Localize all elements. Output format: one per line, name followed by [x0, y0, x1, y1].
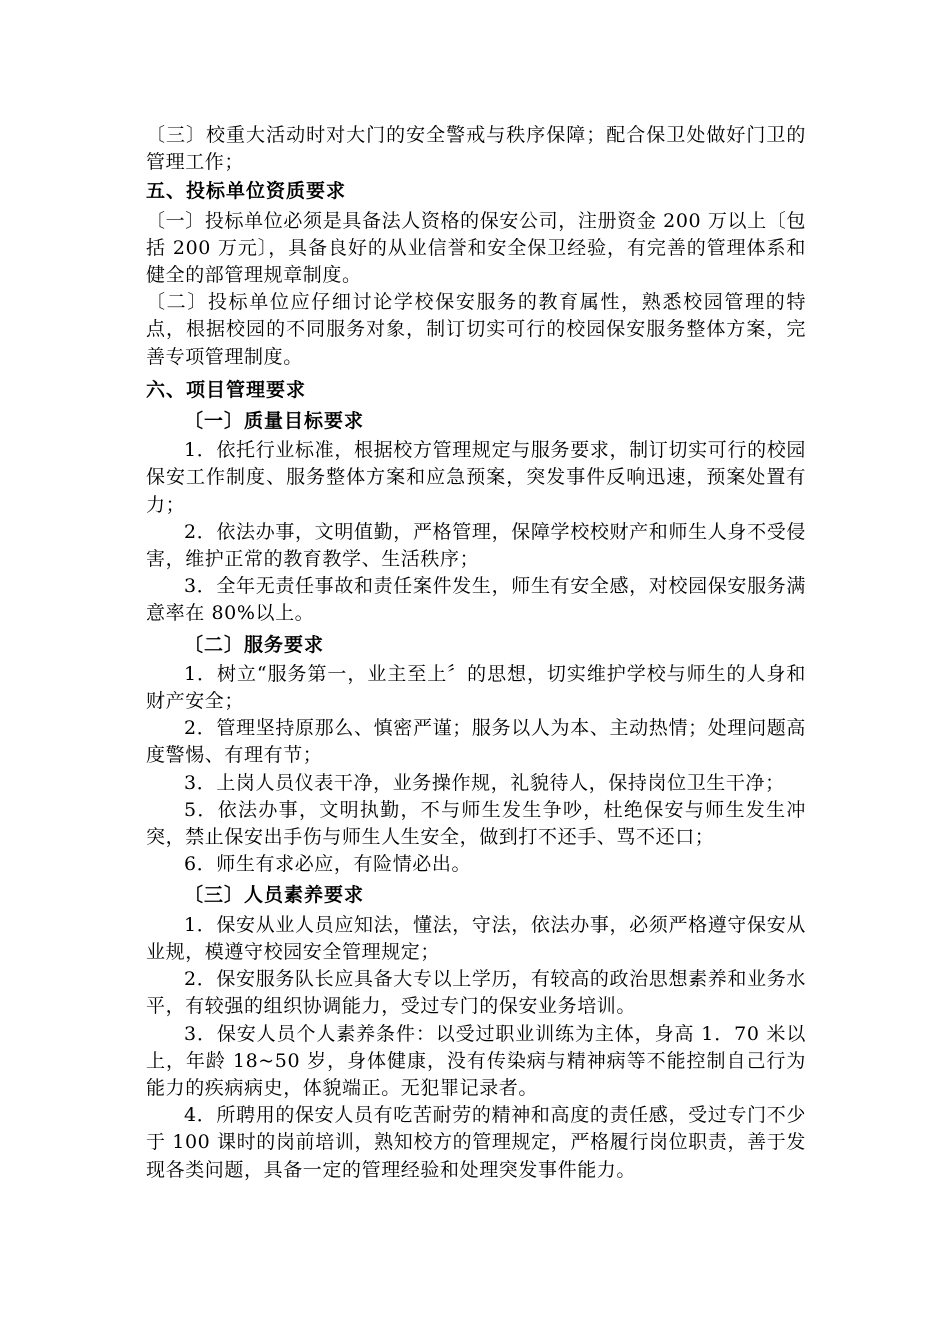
subsection-heading-service: 〔二〕服务要求	[184, 633, 325, 656]
subsection-heading-personnel: 〔三〕人员素养要求	[184, 884, 365, 907]
list-item: 2．管理坚持原那么、慎密严谨；服务以人为本、主动热情；处理问题高度警惕、有理有节；	[146, 717, 806, 767]
paragraph: 〔一〕投标单位必须是具备法人资格的保安公司，注册资金 200 万以上〔包括 200 万元〕，具备良好的从业信誉和安全保卫经验，有完善的管理体系和健全的部管理规章制度。	[146, 209, 806, 287]
list-item: 1．树立“服务第一，业主至上〞的思想，切实维护学校与师生的人身和财产安全；	[146, 662, 806, 713]
subsection-heading-quality: 〔一〕质量目标要求	[184, 410, 365, 433]
paragraph: 〔二〕投标单位应仔细讨论学校保安服务的教育属性，熟悉校园管理的特点，根据校园的不同服务对象，制订切实可行的校园保安服务整体方案，完善专项管理制度。	[146, 291, 806, 368]
list-item: 2．依法办事，文明值勤，严格管理，保障学校校财产和师生人身不受侵害，维护正常的教育教学、生活秩序；	[146, 520, 806, 571]
document-body	[146, 122, 806, 1184]
list-item: 3．上岗人员仪表干净，业务操作规，礼貌待人，保持岗位卫生干净；	[184, 771, 785, 794]
list-item: 6．师生有求必应，有险情必出。	[184, 853, 472, 876]
section-heading-6: 六、项目管理要求	[146, 378, 307, 401]
paragraph: 〔三〕校重大活动时对大门的安全警戒与秩序保障；配合保卫处做好门卫的管理工作；	[146, 124, 806, 174]
list-item: 1．保安从业人员应知法，懂法，守法，依法办事，必须严格遵守保安从业规，模遵守校园安全管理规定；	[146, 913, 806, 963]
list-item: 3．保安人员个人素养条件：以受过职业训练为主体，身高 1．70 米以上，年龄 18~50 岁，身体健康，没有传染病与精神病等不能控制自己行为能力的疾病病史，体貌端正。无犯罪记录者。	[146, 1022, 806, 1099]
list-item: 1．依托行业标准，根据校方管理规定与服务要求，制订切实可行的校园保安工作制度、服务整体方案和应急预案，突发事件反响迅速，预案处置有力；	[146, 439, 806, 516]
list-item: 5．依法办事，文明执勤，不与师生发生争吵，杜绝保安与师生发生冲突，禁止保安出手伤与师生人生安全，做到打不还手、骂不还口；	[146, 798, 806, 849]
list-item: 3．全年无责任事故和责任案件发生，师生有安全感，对校园保安服务满意率在 80%以上。	[146, 575, 806, 625]
list-item: 4．所聘用的保安人员有吃苦耐劳的精神和高度的责任感，受过专门不少于 100 课时的岗前培训，熟知校方的管理规定，严格履行岗位职责，善于发现各类问题，具备一定的管理经验和处理突发事件能力。	[146, 1104, 806, 1181]
list-item: 2．保安服务队长应具备大专以上学历，有较高的政治思想素养和业务水平，有较强的组织协调能力，受过专门的保安业务培训。	[146, 968, 806, 1018]
section-heading-5: 五、投标单位资质要求	[146, 180, 347, 203]
